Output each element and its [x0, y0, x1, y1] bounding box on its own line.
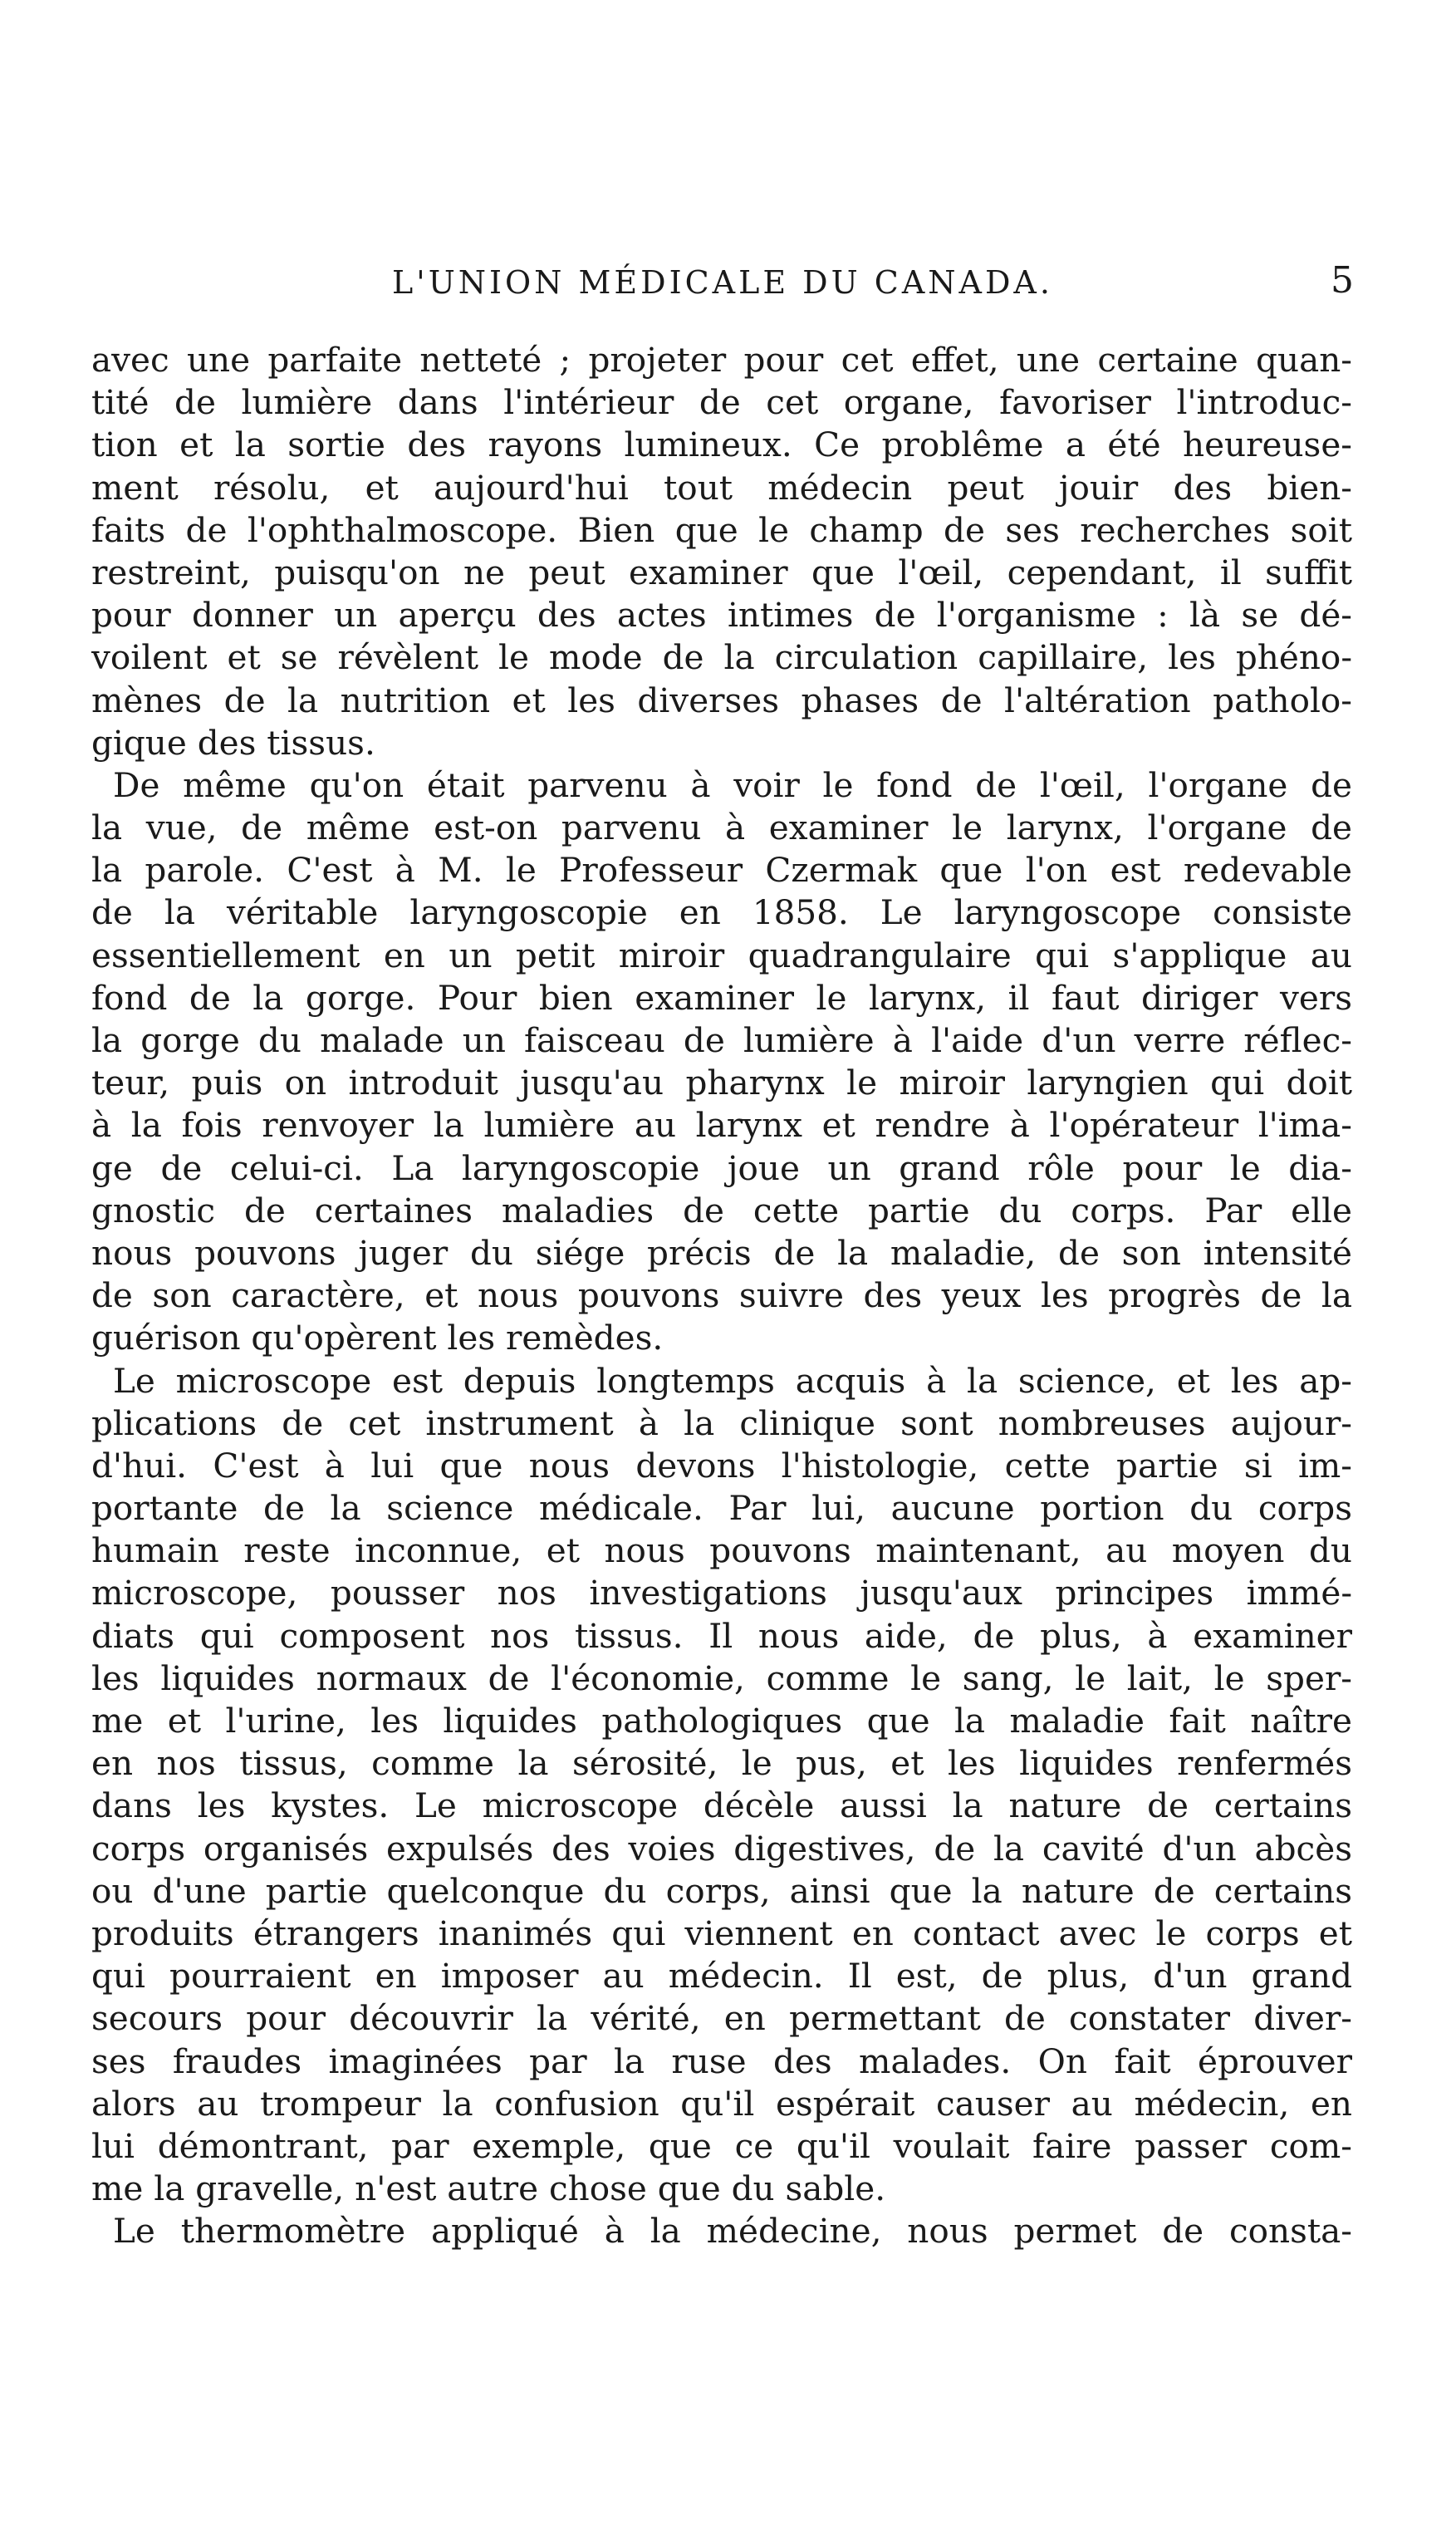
text-line: Le thermomètre appliqué à la médecine, nous permet de consta-: [113, 2211, 1352, 2252]
text-line: me la gravelle, n'est autre chose que du sable.: [91, 2168, 886, 2209]
text-line: gnostic de certaines maladies de cette partie du corps. Par elle: [91, 1190, 1352, 1230]
text-line: à la fois renvoyer la lumière au larynx et rendre à l'opérateur l'ima-: [91, 1105, 1352, 1146]
text-line: ou d'une partie quelconque du corps, ainsi que la nature de certains: [91, 1870, 1352, 1911]
text-line: qui pourraient en imposer au médecin. Il est, de plus, d'un grand: [91, 1956, 1352, 1996]
running-head: [91, 259, 1354, 314]
text-line: la parole. C'est à M. le Professeur Czermak que l'on est redevable: [91, 850, 1352, 891]
body-text: [91, 339, 1352, 2252]
text-line: pour donner un aperçu des actes intimes de l'organisme : là se dé-: [91, 595, 1352, 636]
text-line: ment résolu, et aujourd'hui tout médecin peut jouir des bien-: [91, 467, 1352, 508]
text-line: portante de la science médicale. Par lui, aucune portion du corps: [91, 1488, 1352, 1529]
text-line: microscope, pousser nos investigations jusqu'aux principes immé-: [91, 1573, 1352, 1613]
text-line: Le microscope est depuis longtemps acquis à la science, et les ap-: [113, 1360, 1352, 1401]
text-line: alors au trompeur la confusion qu'il espérait causer au médecin, en: [91, 2083, 1352, 2124]
text-line: fond de la gorge. Pour bien examiner le larynx, il faut diriger vers: [91, 977, 1352, 1018]
text-line: me et l'urine, les liquides pathologiques que la maladie fait naître: [91, 1701, 1352, 1741]
text-line: humain reste inconnue, et nous pouvons maintenant, au moyen du: [91, 1530, 1352, 1571]
text-line: voilent et se révèlent le mode de la circulation capillaire, les phéno-: [91, 637, 1352, 678]
text-line: faits de l'ophthalmoscope. Bien que le champ de ses recherches soit: [91, 509, 1352, 550]
text-line: en nos tissus, comme la sérosité, le pus, et les liquides renfermés: [91, 1743, 1352, 1784]
text-line: ses fraudes imaginées par la ruse des malades. On fait éprouver: [91, 2041, 1352, 2081]
text-line: ge de celui-ci. La laryngoscopie joue un grand rôle pour le dia-: [91, 1147, 1352, 1188]
text-line: produits étrangers inanimés qui viennent en contact avec le corps et: [91, 1913, 1352, 1953]
text-line: avec une parfaite netteté ; projeter pour cet effet, une certaine quan-: [91, 340, 1352, 380]
text-line: les liquides normaux de l'économie, comme le sang, le lait, le sper-: [91, 1657, 1352, 1698]
text-line: de son caractère, et nous pouvons suivre des yeux les progrès de la: [91, 1275, 1352, 1316]
text-line: secours pour découvrir la vérité, en permettant de constater diver-: [91, 1998, 1352, 2039]
text-line: teur, puis on introduit jusqu'au pharynx le miroir laryngien qui doit: [91, 1063, 1352, 1103]
text-line: gique des tissus.: [91, 722, 375, 763]
text-line: plications de cet instrument à la clinique sont nombreuses aujour-: [91, 1402, 1352, 1443]
text-line: De même qu'on était parvenu à voir le fond de l'œil, l'organe de: [113, 764, 1352, 805]
text-line: la vue, de même est-on parvenu à examiner le larynx, l'organe de: [91, 808, 1352, 848]
page-number: 5: [1331, 259, 1354, 302]
text-line: guérison qu'opèrent les remèdes.: [91, 1318, 664, 1358]
text-line: corps organisés expulsés des voies digestives, de la cavité d'un abcès: [91, 1828, 1352, 1869]
text-line: essentiellement en un petit miroir quadrangulaire qui s'applique au: [91, 935, 1352, 975]
text-line: diats qui composent nos tissus. Il nous aide, de plus, à examiner: [91, 1615, 1352, 1656]
text-line: la gorge du malade un faisceau de lumière à l'aide d'un verre réflec-: [91, 1020, 1352, 1060]
text-line: dans les kystes. Le microscope décèle aussi la nature de certains: [91, 1785, 1352, 1826]
text-line: tité de lumière dans l'intérieur de cet organe, favoriser l'introduc-: [91, 382, 1352, 423]
text-line: tion et la sortie des rayons lumineux. Ce problême a été heureuse-: [91, 425, 1352, 465]
journal-title: L'UNION MÉDICALE DU CANADA.: [392, 264, 1053, 301]
text-line: lui démontrant, par exemple, que ce qu'il voulait faire passer com-: [91, 2125, 1352, 2166]
text-line: restreint, puisqu'on ne peut examiner que l'œil, cependant, il suffit: [91, 552, 1352, 592]
text-line: d'hui. C'est à lui que nous devons l'histologie, cette partie si im-: [91, 1445, 1352, 1486]
text-line: nous pouvons juger du siége précis de la maladie, de son intensité: [91, 1232, 1352, 1273]
text-line: de la véritable laryngoscopie en 1858. Le laryngoscope consiste: [91, 892, 1352, 933]
text-line: mènes de la nutrition et les diverses phases de l'altération patholo-: [91, 680, 1352, 720]
